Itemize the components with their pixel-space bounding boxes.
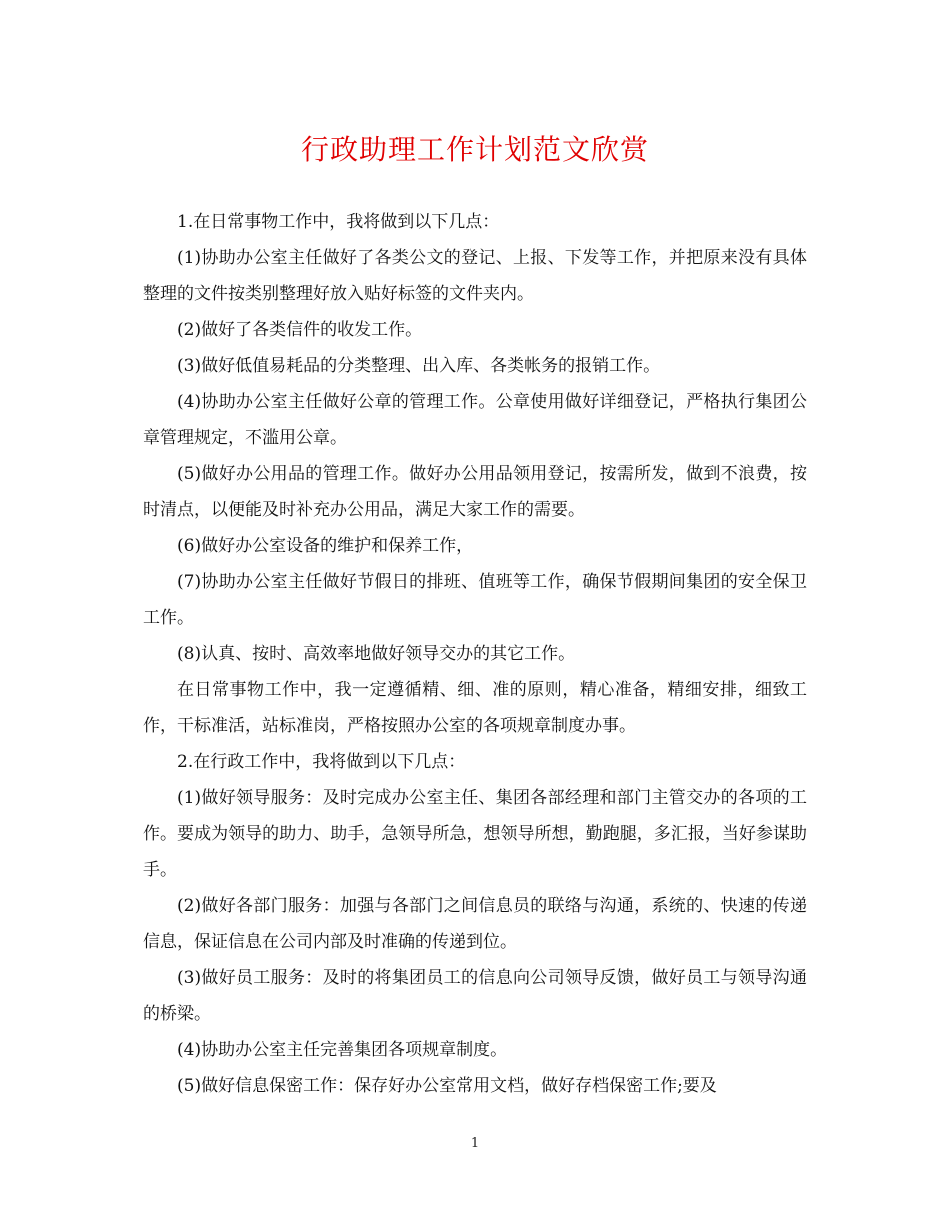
paragraph: (3)做好员工服务：及时的将集团员工的信息向公司领导反馈，做好员工与领导沟通的桥梁。: [143, 968, 807, 1024]
paragraph: 1.在日常事物工作中，我将做到以下几点：: [177, 212, 500, 232]
paragraph: (5)做好办公用品的管理工作。做好办公用品领用登记，按需所发，做到不浪费，按时清点，以便能及时补充办公用品，满足大家工作的需要。: [143, 464, 807, 520]
paragraph: (1)做好领导服务：及时完成办公室主任、集团各部经理和部门主管交办的各项的工作。要成为领导的助力、助手，急领导所急，想领导所想，勤跑腿，多汇报，当好参谋助手。: [143, 788, 807, 880]
paragraph: 2.在行政工作中，我将做到以下几点：: [177, 752, 466, 772]
paragraph: (6)做好办公室设备的维护和保养工作，: [177, 536, 474, 556]
page-number: 1: [470, 1136, 480, 1151]
document-body: [143, 204, 807, 1104]
paragraph: (2)做好了各类信件的收发工作。: [177, 320, 423, 340]
document-title: 行政助理工作计划范文欣赏: [300, 133, 649, 166]
paragraph: (1)协助办公室主任做好了各类公文的登记、上报、下发等工作，并把原来没有具体整理的文件按类别整理好放入贴好标签的文件夹内。: [143, 248, 807, 304]
paragraph: (8)认真、按时、高效率地做好领导交办的其它工作。: [177, 644, 576, 664]
paragraph: (7)协助办公室主任做好节假日的排班、值班等工作，确保节假期间集团的安全保卫工作。: [143, 572, 807, 628]
paragraph: (4)协助办公室主任完善集团各项规章制度。: [177, 1040, 508, 1060]
paragraph: (4)协助办公室主任做好公章的管理工作。公章使用做好详细登记，严格执行集团公章管理规定，不滥用公章。: [143, 392, 807, 448]
paragraph: 在日常事物工作中，我一定遵循精、细、准的原则，精心准备，精细安排，细致工作，干标准活，站标准岗，严格按照办公室的各项规章制度办事。: [143, 680, 807, 736]
paragraph: (2)做好各部门服务：加强与各部门之间信息员的联络与沟通，系统的、快速的传递信息，保证信息在公司内部及时准确的传递到位。: [143, 896, 807, 952]
paragraph: (3)做好低值易耗品的分类整理、出入库、各类帐务的报销工作。: [177, 356, 661, 376]
paragraph: (5)做好信息保密工作：保存好办公室常用文档，做好存档保密工作;要及: [177, 1076, 717, 1096]
